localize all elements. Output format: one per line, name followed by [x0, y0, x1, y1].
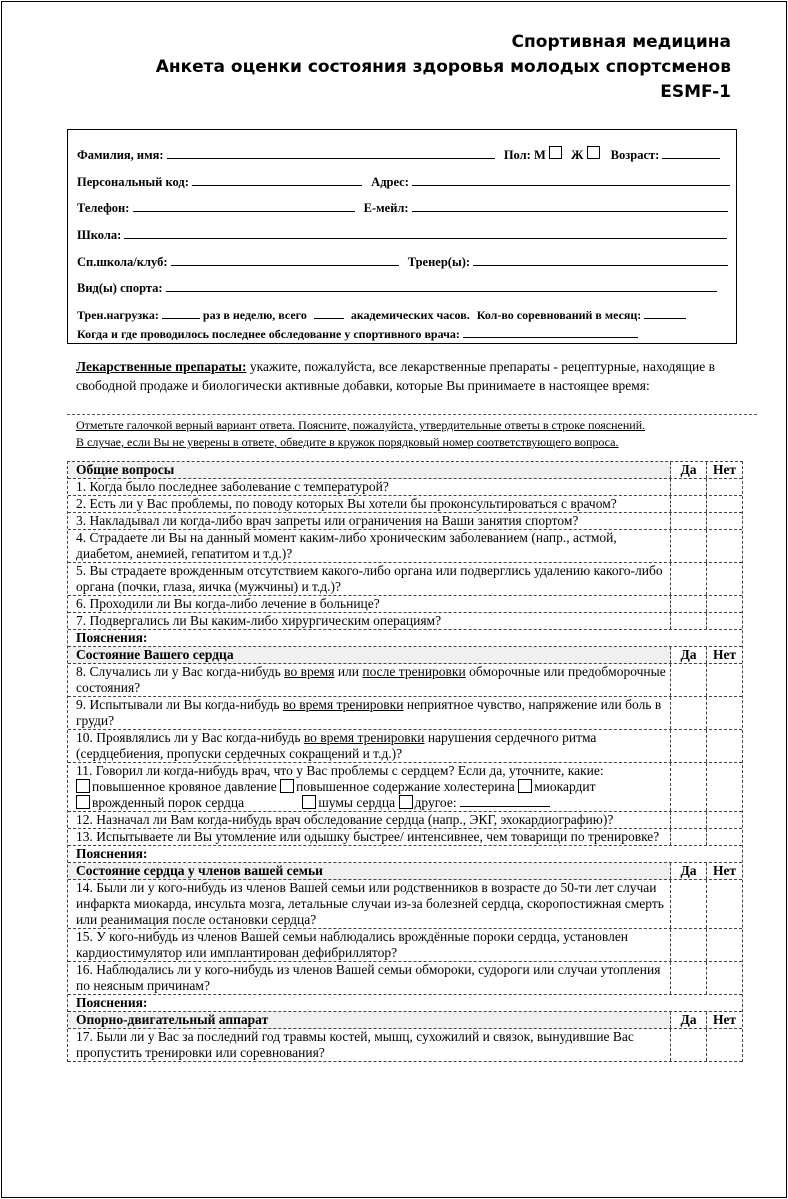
section-title: Общие вопросы [76, 462, 175, 477]
yes-cell[interactable] [670, 929, 706, 961]
section-header-general [68, 462, 742, 479]
age-label: Возраст: [610, 148, 660, 162]
no-column-header: Нет [706, 647, 742, 663]
medications-block [76, 357, 736, 395]
email-field[interactable] [412, 199, 728, 212]
last-exam-label: Когда и где проводилось последнее обследование у спортивного врача: [77, 327, 460, 341]
question-row [68, 962, 742, 995]
no-column-header: Нет [706, 1012, 742, 1028]
question-text: 12. Назначал ли Вам когда-нибудь врач обследование сердца (напр., ЭКГ, эхокардиографию)? [76, 812, 614, 827]
school-label: Школа: [77, 228, 122, 242]
no-cell[interactable] [706, 929, 742, 961]
instruction-line-2: В случае, если Вы не уверены в ответе, обведите в кружок порядковый номер соответствующего вопроса. [76, 435, 619, 449]
yes-cell[interactable] [670, 613, 706, 629]
yes-column-header: Да [670, 462, 706, 478]
coach-label: Тренер(ы): [407, 255, 471, 269]
sport-row [77, 279, 717, 296]
yes-cell[interactable] [670, 812, 706, 828]
header-form-code: ESMF-1 [660, 82, 731, 102]
option-label: повышенное содержание холестерина [296, 779, 515, 794]
question-row [68, 697, 742, 730]
yes-cell[interactable] [670, 763, 706, 811]
load-label: Трен.нагрузка: [77, 308, 159, 322]
yes-cell[interactable] [670, 664, 706, 696]
email-label: Е-мейл: [363, 201, 409, 215]
school-field[interactable] [124, 226, 727, 239]
yes-cell[interactable] [670, 880, 706, 928]
question-text: 13. Испытываете ли Вы утомление или одышку быстрее/ интенсивнее, чем товарищи по тренировке? [76, 829, 660, 844]
no-cell[interactable] [706, 763, 742, 811]
phone-label: Телефон: [77, 201, 130, 215]
load-hours-field[interactable] [314, 306, 344, 319]
code-row [77, 173, 730, 190]
dashed-divider [67, 414, 757, 415]
no-cell[interactable] [706, 563, 742, 595]
option-label: шумы сердца [318, 795, 396, 810]
medications-title: Лекарственные препараты: [76, 359, 247, 374]
competitions-field[interactable] [644, 306, 686, 319]
question-row [68, 513, 742, 530]
question-row [68, 880, 742, 929]
sport-label: Вид(ы) спорта: [77, 281, 163, 295]
no-cell[interactable] [706, 596, 742, 612]
yes-cell[interactable] [670, 496, 706, 512]
load-times-field[interactable] [162, 306, 200, 319]
explanations-row[interactable] [68, 630, 742, 647]
sport-school-label: Сп.школа/клуб: [77, 255, 168, 269]
no-cell[interactable] [706, 479, 742, 495]
option-checkbox[interactable] [518, 779, 532, 793]
question-text: 9. Испытывали ли Вы когда-нибудь во время тренировки неприятное чувство, напряжение или боль в груди? [76, 697, 662, 728]
yes-cell[interactable] [670, 697, 706, 729]
sex-f-checkbox[interactable] [587, 146, 600, 159]
personal-code-label: Персональный код: [77, 175, 189, 189]
sex-label: Пол: [503, 148, 531, 162]
question-row [68, 763, 742, 812]
question-text: 15. У кого-нибудь из членов Вашей семьи наблюдались врождённые пороки сердца, установлен кардиостимулятор или имплантирован дефибриллятор? [76, 929, 629, 960]
question-text: 2. Есть ли у Вас проблемы, по поводу которых Вы хотели бы проконсультироваться с врачом? [76, 496, 617, 511]
school-row [77, 226, 727, 243]
name-field[interactable] [167, 146, 495, 159]
question-row [68, 596, 742, 613]
other-field[interactable] [460, 795, 550, 807]
question-text: 14. Были ли у кого-нибудь из членов Вашей семьи или родственников в возрасте до 50-ти лет случаи инфаркта миокарда, инсульта мозга, летальные случаи из-за болезней сердца, скоропостижная смерть или реанимация после остановки сердца? [76, 880, 664, 927]
option-checkbox[interactable] [399, 795, 413, 809]
phone-field[interactable] [133, 199, 355, 212]
explanations-label: Пояснения: [76, 995, 148, 1010]
yes-cell[interactable] [670, 563, 706, 595]
section-header-family [68, 863, 742, 880]
no-column-header: Нет [706, 863, 742, 879]
no-cell[interactable] [706, 496, 742, 512]
question-row [68, 563, 742, 596]
question-text: 7. Подвергались ли Вы каким-либо хирургическим операциям? [76, 613, 442, 628]
no-cell[interactable] [706, 962, 742, 994]
yes-cell[interactable] [670, 1029, 706, 1061]
explanations-row[interactable] [68, 995, 742, 1012]
q11-options-line-2 [76, 795, 666, 811]
option-label: повышенное кровяное давление [92, 779, 277, 794]
q11-text: 11. Говорил ли когда-нибудь врач, что у Вас проблемы с сердцем? Если да, уточните, какие: [76, 763, 604, 778]
section-header-musculoskeletal [68, 1012, 742, 1029]
header-title-2: Анкета оценки состояния здоровья молодых спортсменов [155, 57, 731, 77]
no-cell[interactable] [706, 880, 742, 928]
question-text: 10. Проявлялись ли у Вас когда-нибудь во время тренировки нарушения сердечного ритма (сердцебиения, пропуски сердечных сокращений и т.д.)? [76, 730, 597, 761]
sex-m-label: М [533, 148, 546, 162]
no-cell[interactable] [706, 1029, 742, 1061]
load-hours-label: академических часов. [350, 308, 470, 322]
question-row [68, 496, 742, 513]
option-label: врожденный порок сердца [92, 795, 245, 810]
option-checkbox[interactable] [76, 779, 90, 793]
question-text: 8. Случались ли у Вас когда-нибудь во время или после тренировки обморочные или предобморочные состояния? [76, 664, 666, 695]
sex-m-checkbox[interactable] [549, 146, 562, 159]
yes-cell[interactable] [670, 596, 706, 612]
yes-cell[interactable] [670, 962, 706, 994]
question-text: 6. Проходили ли Вы когда-либо лечение в больнице? [76, 596, 380, 611]
option-label: миокардит [534, 779, 596, 794]
no-cell[interactable] [706, 697, 742, 729]
question-text [68, 763, 670, 811]
explanations-row[interactable] [68, 846, 742, 863]
question-row [68, 479, 742, 496]
no-cell[interactable] [706, 664, 742, 696]
coach-field[interactable] [473, 253, 728, 266]
yes-column-header: Да [670, 647, 706, 663]
yes-cell[interactable] [670, 513, 706, 529]
question-text: 1. Когда было последнее заболевание с температурой? [76, 479, 389, 494]
no-cell[interactable] [706, 730, 742, 762]
explanations-label: Пояснения: [76, 630, 148, 645]
question-text: 17. Были ли у Вас за последний год травмы костей, мышц, сухожилий и связок, вынудившие Вас пропустить тренировки или соревнования? [76, 1029, 634, 1060]
question-row [68, 613, 742, 630]
yes-column-header: Да [670, 863, 706, 879]
question-row [68, 812, 742, 829]
personal-code-field[interactable] [192, 173, 362, 186]
load-times-label: раз в неделю, всего [202, 308, 307, 322]
no-column-header: Нет [706, 462, 742, 478]
yes-column-header: Да [670, 1012, 706, 1028]
competitions-label: Кол-во соревнований в месяц: [476, 308, 642, 322]
question-row [68, 664, 742, 697]
yes-cell[interactable] [670, 530, 706, 562]
option-checkbox[interactable] [302, 795, 316, 809]
section-title: Опорно-двигательный аппарат [76, 1012, 269, 1027]
question-row [68, 1029, 742, 1062]
questionnaire-table [67, 461, 743, 1062]
q11-options-line-1 [76, 779, 666, 795]
age-field[interactable] [662, 146, 720, 159]
no-cell[interactable] [706, 613, 742, 629]
instruction-line-1: Отметьте галочкой верный вариант ответа. Поясните, пожалуйста, утвердительные ответы в строке пояснений. [76, 418, 646, 432]
header-title-1: Спортивная медицина [511, 32, 731, 52]
name-label: Фамилия, имя: [77, 148, 164, 162]
question-text: 3. Накладывал ли когда-либо врач запреты или ограничения на Ваши занятия спортом? [76, 513, 579, 528]
yes-cell[interactable] [670, 730, 706, 762]
option-checkbox[interactable] [280, 779, 294, 793]
sport-field[interactable] [166, 279, 717, 292]
question-text: 5. Вы страдаете врожденным отсутствием какого-либо органа или подверглись удалению какого-либо органа (почки, глаза, яичка (мужчины) и т.д.)? [76, 563, 663, 594]
option-label: другое: [414, 795, 457, 810]
question-row [68, 730, 742, 763]
last-exam-row [77, 325, 638, 342]
yes-cell[interactable] [670, 829, 706, 845]
no-cell[interactable] [706, 829, 742, 845]
question-row [68, 829, 742, 846]
question-row [68, 929, 742, 962]
yes-cell[interactable] [670, 479, 706, 495]
explanations-label: Пояснения: [76, 846, 148, 861]
load-row [77, 306, 686, 323]
no-cell[interactable] [706, 812, 742, 828]
question-row [68, 530, 742, 563]
personal-info-box [67, 129, 737, 344]
question-text: 16. Наблюдались ли у кого-нибудь из членов Вашей семьи обмороки, судороги или случаи утопления по неясным причинам? [76, 962, 661, 993]
section-title: Состояние сердца у членов вашей семьи [76, 863, 323, 878]
section-header-heart [68, 647, 742, 664]
sport-school-field[interactable] [171, 253, 399, 266]
no-cell[interactable] [706, 530, 742, 562]
club-row [77, 253, 728, 270]
question-text: 4. Страдаете ли Вы на данный момент каким-либо хроническим заболеванием (напр., астмой, диабетом, анемией, гепатитом и т.д.)? [76, 530, 617, 561]
no-cell[interactable] [706, 513, 742, 529]
address-field[interactable] [412, 173, 730, 186]
section-title: Состояние Вашего сердца [76, 647, 234, 662]
name-row [77, 146, 720, 163]
phone-row [77, 199, 728, 216]
medications-text: укажите, пожалуйста, все лекарственные препараты - рецептурные, находящие в свободной продаже и биологически активные добавки, которые Вы принимаете в настоящее время: [76, 359, 715, 393]
option-checkbox[interactable] [76, 795, 90, 809]
last-exam-field[interactable] [463, 325, 638, 338]
sex-f-label: Ж [571, 148, 584, 162]
address-label: Адрес: [371, 175, 409, 189]
